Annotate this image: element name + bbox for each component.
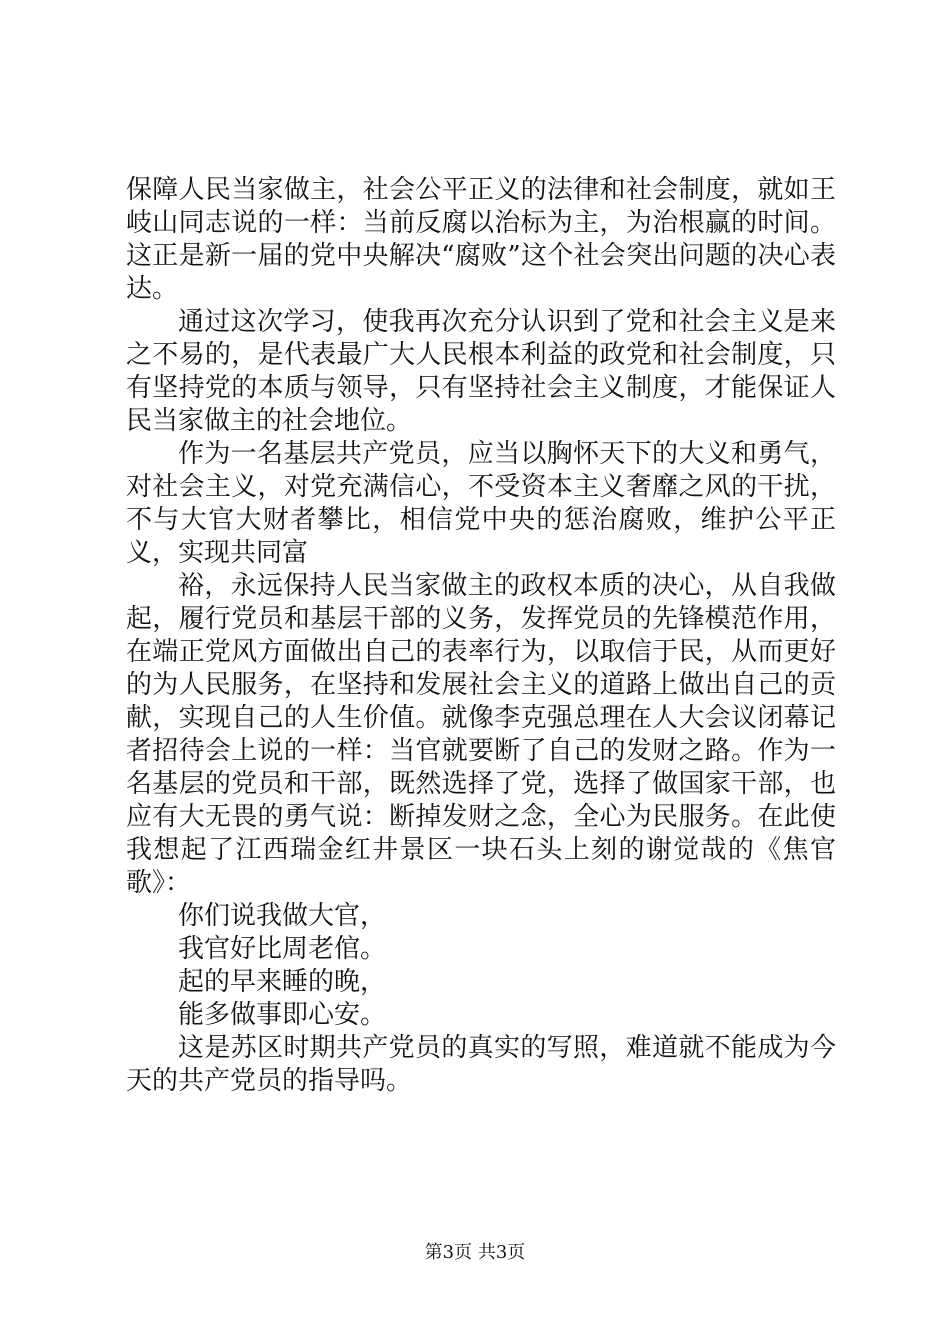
document-body bbox=[126, 174, 836, 1098]
verse-line-4: 能多做事即心安。 bbox=[178, 1000, 387, 1030]
page-number-footer: 第3页 共3页 bbox=[424, 1242, 526, 1263]
paragraph-3: 作为一名基层共产党员，应当以胸怀天下的大义和勇气，对社会主义，对党充满信心，不受资本主义奢靡之风的干扰，不与大官大财者攀比，相信党中央的惩治腐败，维护公平正义，实现共同富 bbox=[126, 439, 836, 568]
closing-paragraph: 这是苏区时期共产党员的真实的写照，难道就不能成为今天的共产党员的指导吗。 bbox=[126, 1033, 836, 1096]
verse-line-1: 你们说我做大官， bbox=[178, 901, 387, 931]
paragraph-4: 裕，永远保持人民当家做主的政权本质的决心，从自我做起，履行党员和基层干部的义务，发挥党员的先锋模范作用，在端正党风方面做出自己的表率行为，以取信于民，从而更好的为人民服务，在坚持和发展社会主义的道路上做出自己的贡献，实现自己的人生价值。就像李克强总理在人大会议闭幕记者招待会上说的一样：当官就要断了自己的发财之路。作为一名基层的党员和干部，既然选择了党，选择了做国家干部，也应有大无畏的勇气说：断掉发财之念，全心为民服务。在此使我想起了江西瑞金红井景区一块石头上刻的谢觉哉的《焦官歌》： bbox=[126, 571, 836, 898]
paragraph-1: 保障人民当家做主，社会公平正义的法律和社会制度，就如王岐山同志说的一样：当前反腐以治标为主，为治根赢的时间。这正是新一届的党中央解决“腐败”这个社会突出问题的决心表达。 bbox=[126, 175, 836, 304]
verse-line-2: 我官好比周老倌。 bbox=[178, 934, 387, 964]
verse-line-3: 起的早来睡的晚， bbox=[178, 967, 387, 997]
paragraph-2: 通过这次学习，使我再次充分认识到了党和社会主义是来之不易的，是代表最广大人民根本利益的政党和社会制度，只有坚持党的本质与领导，只有坚持社会主义制度，才能保证人民当家做主的社会地位。 bbox=[126, 307, 836, 436]
